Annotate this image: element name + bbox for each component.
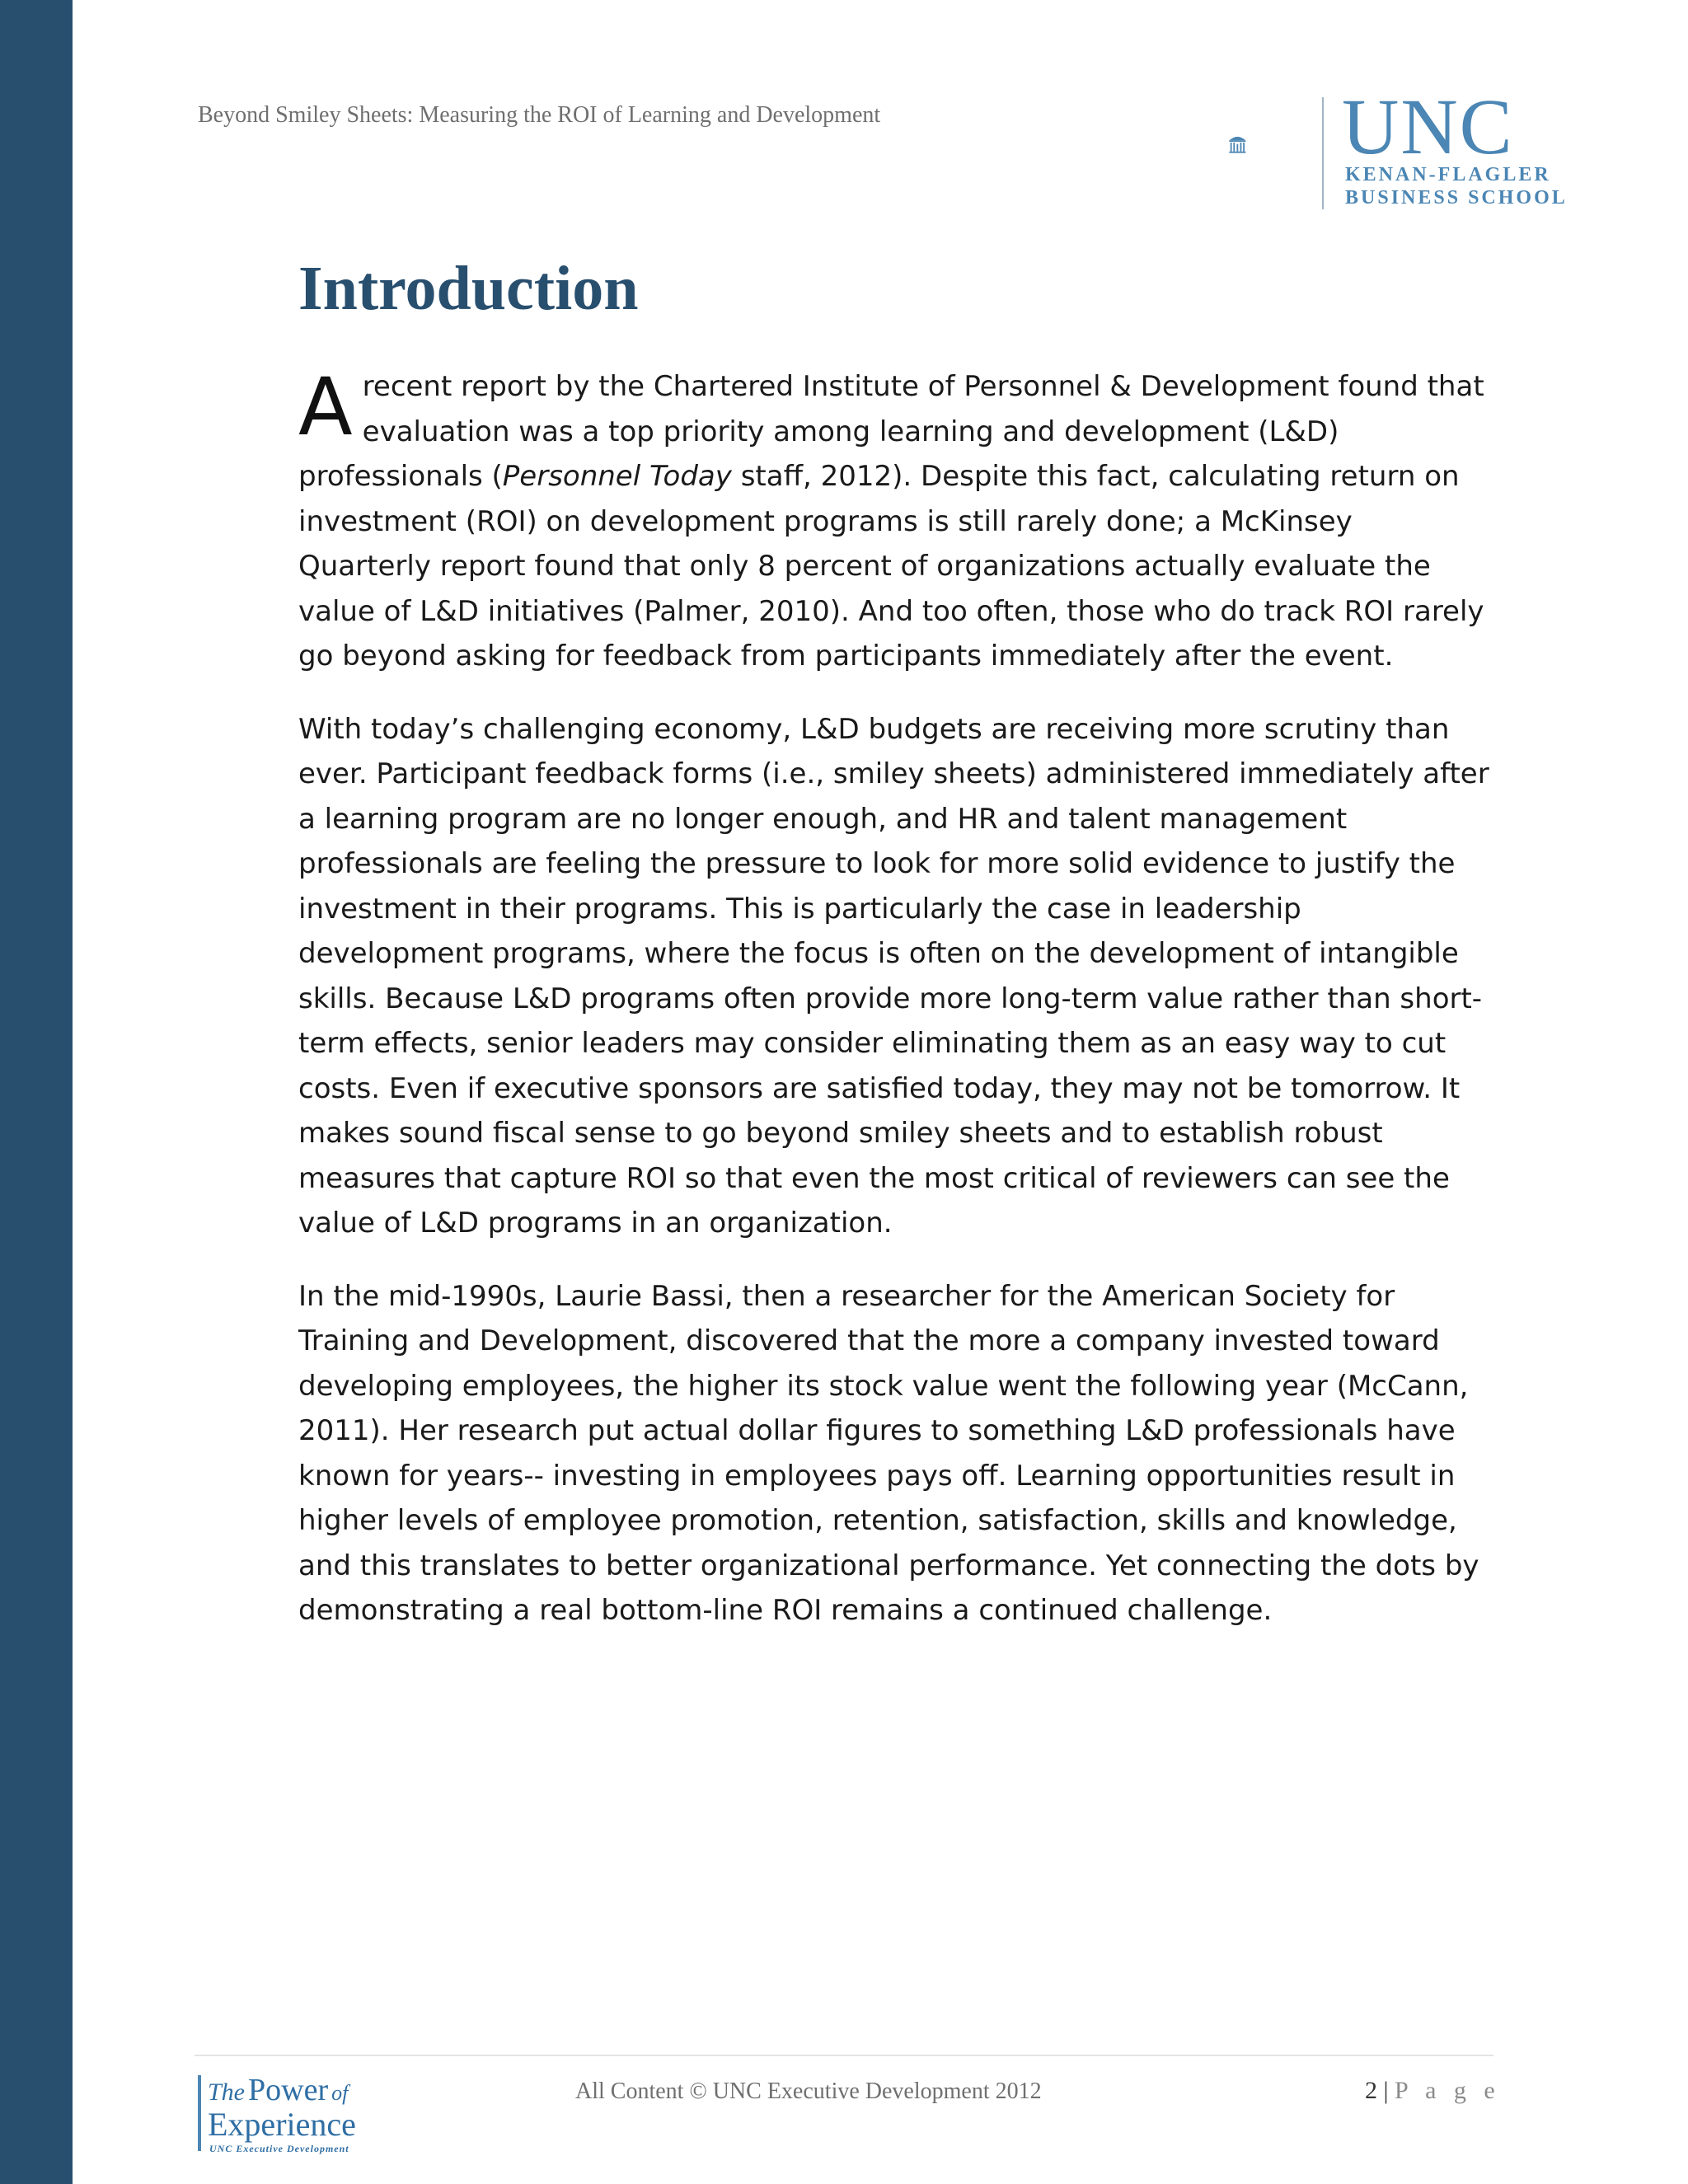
unc-wordmark: UNC <box>1342 82 1514 171</box>
running-header: Beyond Smiley Sheets: Measuring the ROI of Learning and Development <box>198 102 881 128</box>
page-title: Introduction <box>298 254 639 323</box>
paragraph-2: With today’s challenging economy, L&D budgets are receiving more scrutiny than ever. Participant feedback forms (i.e., smiley sheets) administered immediately after a learning program are no longer enough, and HR and talent management professionals are feeling the pressure to look for more solid evidence to justify the investment in their programs. This is particularly the case in leadership development programs, where the focus is often on the development of intangible skills. Because L&D programs often provide more long-term value rather than short-term effects, senior leaders may consider eliminating them as an easy way to cut costs. Even if executive sponsors are satisfied today, they may not be tomorrow. It makes sound fiscal sense to go beyond smiley sheets and to establish robust measures that capture ROI so that even the most critical of reviewers can see the value of L&D programs in an organization. <box>298 712 1489 1240</box>
page-label: P a g e <box>1395 2077 1501 2104</box>
drop-cap: A <box>298 361 353 453</box>
footer-copyright: All Content © UNC Executive Development 2012 <box>575 2079 1042 2104</box>
page-number: 2 <box>1365 2077 1377 2104</box>
logo-word-of: of <box>331 2081 349 2105</box>
old-well-icon <box>1228 101 1311 191</box>
paragraph-1-text-start: recent report by the Chartered Institute of Personnel & Development found that evaluation was a top priority among learning and development (L&D) professionals ( <box>298 370 1484 493</box>
power-of-experience-logo <box>198 2069 396 2159</box>
footer-divider <box>195 2055 1493 2056</box>
left-sidebar-stripe <box>0 0 73 2184</box>
logo-divider <box>1322 97 1324 209</box>
logo-word-the: The <box>208 2079 245 2106</box>
paragraph-1 <box>298 361 1493 679</box>
unc-school-name <box>1345 163 1568 209</box>
school-name-line1: KENAN-FLAGLER <box>1345 164 1551 185</box>
paragraph-1-text-end: staff, 2012). Despite this fact, calculating return on investment (ROI) on development programs is still rarely done; a McKinsey Quarterly report found that only 8 percent of organizations actually evaluate the value of L&D initiatives (Palmer, 2010). And too often, those who do track ROI rarely go beyond asking for feedback from participants immediately after the event. <box>298 460 1484 673</box>
school-name-line2: BUSINESS SCHOOL <box>1345 187 1568 209</box>
paragraph-3: In the mid-1990s, Laurie Bassi, then a researcher for the American Society for Training and Development, discovered that the more a company invested toward developing employees, the higher its stock value went the following year (McCann, 2011). Her research put actual dollar figures to something L&D professionals have known for years-- investing in employees pays off. Learning opportunities result in higher levels of employee promotion, retention, satisfaction, skills and knowledge, and this translates to better organizational performance. Yet connecting the dots by demonstrating a real bottom-line ROI remains a continued challenge. <box>298 1279 1479 1627</box>
logo-accent-bar <box>198 2075 201 2151</box>
logo-word-experience: Experience <box>208 2106 356 2143</box>
logo-line-1 <box>208 2072 348 2108</box>
publication-title: Personnel Today <box>502 460 732 493</box>
logo-word-power: Power <box>248 2073 329 2107</box>
logo-tagline: UNC Executive Development <box>209 2143 349 2154</box>
page-separator: | <box>1383 2077 1389 2104</box>
body-text <box>298 361 1493 1661</box>
page-number-block <box>1365 2077 1501 2105</box>
